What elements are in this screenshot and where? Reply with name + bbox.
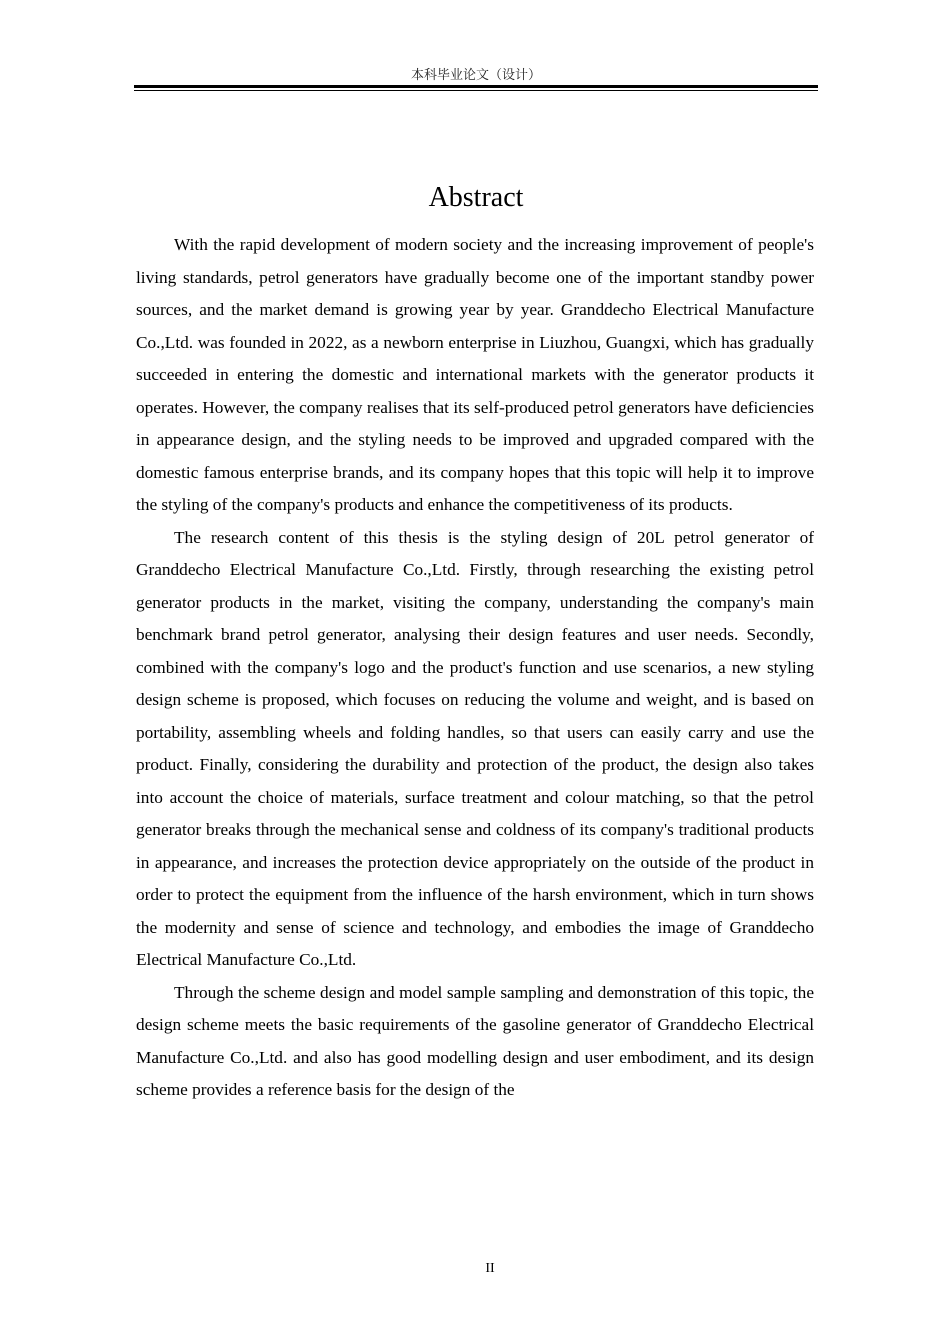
page-number: II — [485, 1261, 495, 1276]
abstract-paragraph-2: The research content of this thesis is the styling design of 20L petrol generator of Granddecho Electrical Manufacture Co.,Ltd. Firstly, through researching the existing petrol generator products in the market, visiting the company, understanding the company's main benchmark brand petrol generator, analysing their design features and user needs. Secondly, combined with the company's logo and the product's function and use scenarios, a new styling design scheme is proposed, which focuses on reducing the volume and weight, and is based on portability, assembling wheels and folding handles, so that users can easily carry and use the product. Finally, considering the durability and protection of the product, the design also takes into account the choice of materials, surface treatment and colour matching, so that the petrol generator breaks through the mechanical sense and coldness of its company's traditional products in appearance, and increases the protection device appropriately on the outside of the product in order to protect the equipment from the influence of the harsh environment, which in turn shows the modernity and sense of science and technology, and embodies the image of Granddecho Electrical Manufacture Co.,Ltd. — [136, 527, 814, 969]
abstract-heading: Abstract — [428, 182, 524, 213]
header-rule-thin — [134, 90, 818, 91]
header-rule — [134, 85, 818, 88]
abstract-paragraph-1: With the rapid development of modern society and the increasing improvement of people's living standards, petrol generators have gradually become one of the important standby power sources, and the market demand is growing year by year. Granddecho Electrical Manufacture Co.,Ltd. was founded in 2022, as a newborn enterprise in Liuzhou, Guangxi, which has gradually succeeded in entering the domestic and international markets with the generator products it operates. However, the company realises that its self-produced petrol generators have deficiencies in appearance design, and the styling needs to be improved and upgraded compared with the domestic famous enterprise brands, and its company hopes that this topic will help it to improve the styling of the company's products and enhance the competitiveness of its products. — [136, 235, 814, 514]
abstract-body — [136, 229, 814, 1107]
running-header: 本科毕业论文（设计） — [410, 68, 541, 83]
abstract-paragraph-3: Through the scheme design and model sample sampling and demonstration of this topic, the design scheme meets the basic requirements of the gasoline generator of Granddecho Electrical Manufacture Co.,Ltd. and also has good modelling design and user embodiment, and its design scheme provides a reference basis for the design of the — [136, 982, 814, 1099]
